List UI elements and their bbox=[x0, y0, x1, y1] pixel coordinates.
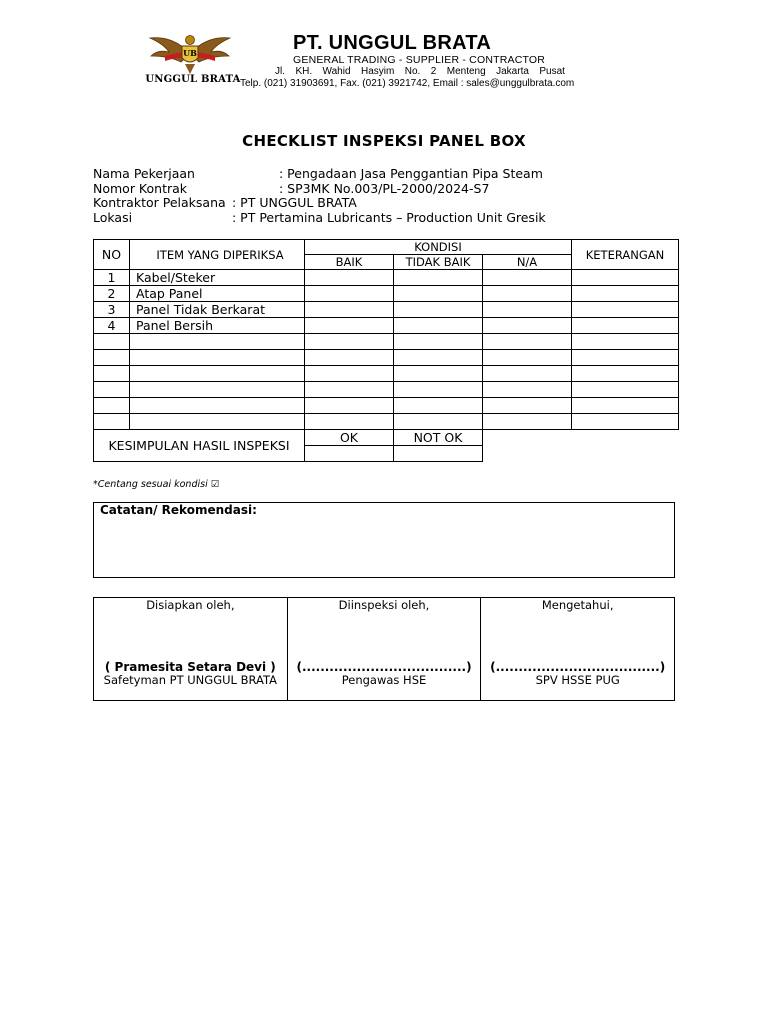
info-label: Kontraktor Pelaksana bbox=[93, 195, 226, 210]
row-no bbox=[94, 334, 130, 350]
not-ok-label: NOT OK bbox=[394, 430, 483, 446]
row-item bbox=[130, 382, 305, 398]
keterangan-cell[interactable] bbox=[572, 334, 679, 350]
checklist-table bbox=[93, 239, 679, 462]
row-no: 1 bbox=[94, 270, 130, 286]
row-no bbox=[94, 398, 130, 414]
row-item bbox=[130, 334, 305, 350]
na-checkbox-cell[interactable] bbox=[483, 302, 572, 318]
baik-checkbox-cell[interactable] bbox=[305, 270, 394, 286]
signature-role: Mengetahui, bbox=[541, 598, 614, 612]
row-no bbox=[94, 414, 130, 430]
signature-position: Pengawas HSE bbox=[341, 673, 427, 687]
row-item bbox=[130, 366, 305, 382]
tidak-baik-checkbox-cell[interactable] bbox=[394, 302, 483, 318]
row-no bbox=[94, 350, 130, 366]
baik-checkbox-cell[interactable] bbox=[305, 350, 394, 366]
info-value: : PT Pertamina Lubricants – Production Unit Gresik bbox=[232, 209, 546, 225]
address-word: Jakarta bbox=[496, 66, 529, 77]
na-checkbox-cell[interactable] bbox=[483, 286, 572, 302]
address-word: KH. bbox=[295, 66, 313, 77]
table-row bbox=[94, 350, 679, 366]
tidak-baik-checkbox-cell[interactable] bbox=[394, 366, 483, 382]
company-contact: Telp. (021) 31903691, Fax. (021) 3921742, Email : sales@unggulbrata.com bbox=[240, 78, 575, 89]
signature-role: Disiapkan oleh, bbox=[146, 598, 235, 612]
document-title: CHECKLIST INSPEKSI PANEL BOX bbox=[242, 132, 526, 150]
keterangan-cell[interactable] bbox=[572, 302, 679, 318]
keterangan-cell[interactable] bbox=[572, 366, 679, 382]
baik-checkbox-cell[interactable] bbox=[305, 382, 394, 398]
keterangan-cell[interactable] bbox=[572, 286, 679, 302]
table-row bbox=[94, 382, 679, 398]
signature-prepared bbox=[94, 598, 288, 700]
row-item: Panel Tidak Berkarat bbox=[130, 302, 305, 318]
ok-checkbox-cell[interactable] bbox=[305, 446, 394, 462]
checklist-body bbox=[94, 270, 679, 430]
tidak-baik-checkbox-cell[interactable] bbox=[394, 270, 483, 286]
baik-checkbox-cell[interactable] bbox=[305, 302, 394, 318]
footnote: *Centang sesuai kondisi ☑ bbox=[93, 479, 220, 490]
address-word: Jl. bbox=[275, 66, 285, 77]
row-item bbox=[130, 414, 305, 430]
header-na: N/A bbox=[483, 255, 572, 270]
letterhead bbox=[140, 32, 610, 94]
table-row bbox=[94, 286, 679, 302]
baik-checkbox-cell[interactable] bbox=[305, 318, 394, 334]
keterangan-cell[interactable] bbox=[572, 350, 679, 366]
baik-checkbox-cell[interactable] bbox=[305, 414, 394, 430]
ok-label: OK bbox=[305, 430, 394, 446]
address-word: 2 bbox=[430, 66, 437, 77]
blank-cell bbox=[483, 430, 679, 446]
na-checkbox-cell[interactable] bbox=[483, 382, 572, 398]
tidak-baik-checkbox-cell[interactable] bbox=[394, 318, 483, 334]
na-checkbox-cell[interactable] bbox=[483, 366, 572, 382]
address-word: Hasyim bbox=[360, 66, 395, 77]
signature-name: ( Pramesita Setara Devi ) bbox=[104, 660, 276, 674]
address-word: Menteng bbox=[446, 66, 486, 77]
row-item: Kabel/Steker bbox=[130, 270, 305, 286]
keterangan-cell[interactable] bbox=[572, 414, 679, 430]
na-checkbox-cell[interactable] bbox=[483, 398, 572, 414]
not-ok-checkbox-cell[interactable] bbox=[394, 446, 483, 462]
baik-checkbox-cell[interactable] bbox=[305, 366, 394, 382]
company-tagline: GENERAL TRADING - SUPPLIER - CONTRACTOR bbox=[293, 54, 546, 66]
header-no: NO bbox=[94, 240, 130, 270]
row-no bbox=[94, 382, 130, 398]
tidak-baik-checkbox-cell[interactable] bbox=[394, 414, 483, 430]
tidak-baik-checkbox-cell[interactable] bbox=[394, 398, 483, 414]
notes-label: Catatan/ Rekomendasi: bbox=[100, 503, 257, 517]
info-value: : PT UNGGUL BRATA bbox=[232, 195, 357, 210]
row-item bbox=[130, 398, 305, 414]
table-row bbox=[94, 414, 679, 430]
company-logo bbox=[145, 32, 241, 90]
signature-role: Diinspeksi oleh, bbox=[338, 598, 430, 612]
tidak-baik-checkbox-cell[interactable] bbox=[394, 334, 483, 350]
signature-acknowledged bbox=[481, 598, 674, 700]
signature-table bbox=[93, 597, 675, 701]
signature-inspected bbox=[288, 598, 482, 700]
table-row bbox=[94, 318, 679, 334]
company-address bbox=[275, 66, 565, 77]
na-checkbox-cell[interactable] bbox=[483, 270, 572, 286]
header-item: ITEM YANG DIPERIKSA bbox=[130, 240, 305, 270]
info-label: Nama Pekerjaan bbox=[93, 166, 195, 181]
table-row bbox=[94, 366, 679, 382]
row-no: 4 bbox=[94, 318, 130, 334]
na-checkbox-cell[interactable] bbox=[483, 414, 572, 430]
notes-box[interactable] bbox=[93, 502, 675, 578]
info-value: : SP3MK No.003/PL-2000/2024-S7 bbox=[279, 180, 490, 196]
header-kondisi: KONDISI bbox=[305, 240, 572, 255]
logo-caption: UNGGUL BRATA bbox=[145, 74, 241, 85]
header-baik: BAIK bbox=[305, 255, 394, 270]
table-row bbox=[94, 270, 679, 286]
row-no: 2 bbox=[94, 286, 130, 302]
row-item: Atap Panel bbox=[130, 286, 305, 302]
keterangan-cell[interactable] bbox=[572, 398, 679, 414]
tidak-baik-checkbox-cell[interactable] bbox=[394, 382, 483, 398]
conclusion-row bbox=[94, 430, 679, 446]
signature-position: Safetyman PT UNGGUL BRATA bbox=[103, 673, 277, 687]
table-row bbox=[94, 334, 679, 350]
keterangan-cell[interactable] bbox=[572, 270, 679, 286]
row-item: Panel Bersih bbox=[130, 318, 305, 334]
address-word: Wahid bbox=[322, 66, 351, 77]
row-no: 3 bbox=[94, 302, 130, 318]
tidak-baik-checkbox-cell[interactable] bbox=[394, 286, 483, 302]
svg-text:UB: UB bbox=[183, 48, 197, 58]
table-row bbox=[94, 302, 679, 318]
na-checkbox-cell[interactable] bbox=[483, 334, 572, 350]
address-word: Pusat bbox=[539, 66, 565, 77]
keterangan-cell[interactable] bbox=[572, 318, 679, 334]
eagle-emblem-icon bbox=[145, 32, 235, 76]
row-item bbox=[130, 350, 305, 366]
keterangan-cell[interactable] bbox=[572, 382, 679, 398]
info-label: Lokasi bbox=[93, 209, 133, 225]
conclusion-label: KESIMPULAN HASIL INSPEKSI bbox=[94, 430, 305, 462]
info-value: : Pengadaan Jasa Penggantian Pipa Steam bbox=[279, 166, 543, 181]
signature-position: SPV HSSE PUG bbox=[535, 673, 620, 687]
table-header-row bbox=[94, 240, 679, 255]
tidak-baik-checkbox-cell[interactable] bbox=[394, 350, 483, 366]
baik-checkbox-cell[interactable] bbox=[305, 286, 394, 302]
blank-cell bbox=[483, 446, 679, 462]
signature-name: (....................................) bbox=[490, 660, 666, 674]
baik-checkbox-cell[interactable] bbox=[305, 334, 394, 350]
company-name: PT. UNGGUL BRATA bbox=[293, 32, 492, 54]
na-checkbox-cell[interactable] bbox=[483, 318, 572, 334]
signature-name: (....................................) bbox=[296, 660, 472, 674]
na-checkbox-cell[interactable] bbox=[483, 350, 572, 366]
header-keterangan: KETERANGAN bbox=[572, 240, 679, 270]
header-tidak-baik: TIDAK BAIK bbox=[394, 255, 483, 270]
info-label: Nomor Kontrak bbox=[93, 180, 188, 196]
baik-checkbox-cell[interactable] bbox=[305, 398, 394, 414]
table-row bbox=[94, 398, 679, 414]
address-word: No. bbox=[404, 66, 421, 77]
row-no bbox=[94, 366, 130, 382]
